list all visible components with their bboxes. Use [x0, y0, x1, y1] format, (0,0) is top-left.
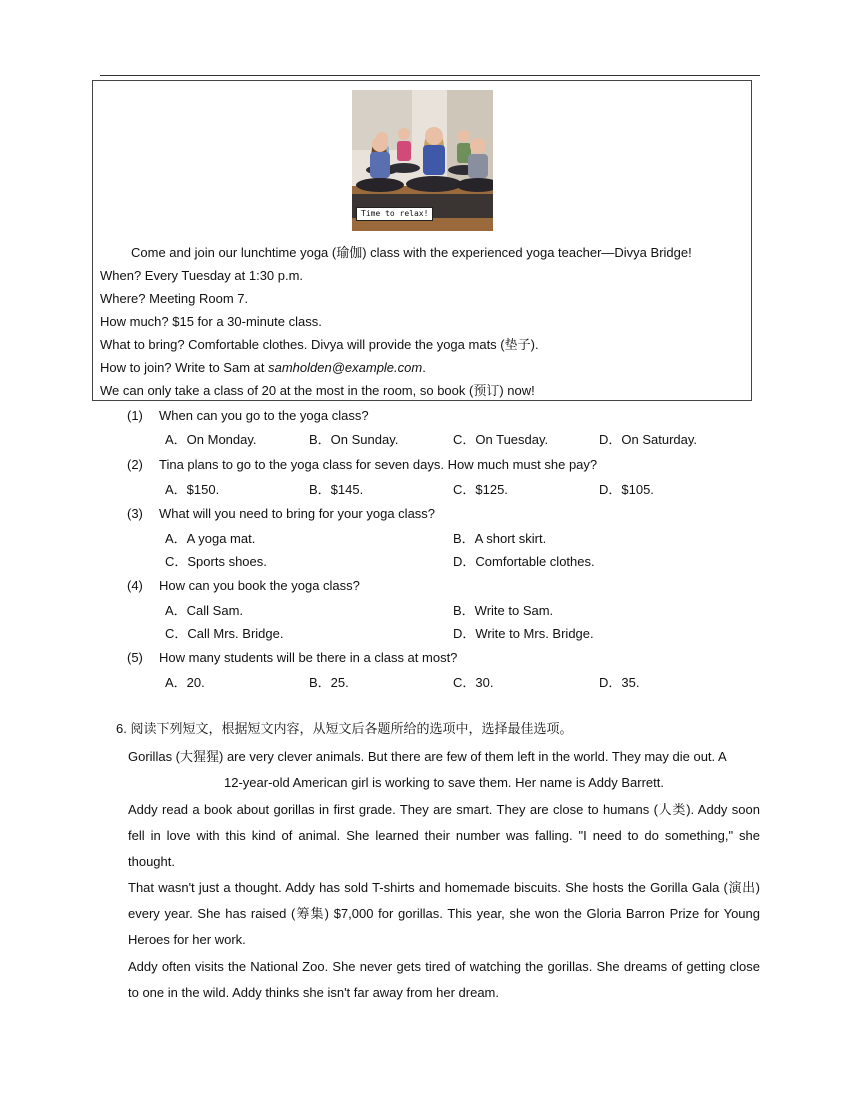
question-2-option-d[interactable]: D．$105.: [599, 482, 654, 497]
section-6-paragraph-1-line-2: 12-year-old American girl is working to save them. Her name is Addy Barrett.: [223, 775, 664, 790]
ad-how-to-join: [100, 359, 426, 377]
question-3-number: (3): [127, 506, 143, 521]
ad-email: samholden@example.com: [268, 360, 423, 375]
question-3-option-c[interactable]: C．Sports shoes.: [165, 554, 267, 569]
question-1-option-b[interactable]: B．On Sunday.: [309, 432, 399, 447]
question-3-option-a[interactable]: A．A yoga mat.: [165, 531, 256, 546]
question-2-option-a[interactable]: A．$150.: [165, 482, 220, 497]
question-3-option-d[interactable]: D．Comfortable clothes.: [453, 554, 595, 569]
question-4-number: (4): [127, 578, 143, 593]
question-2-option-b[interactable]: B．$145.: [309, 482, 364, 497]
question-2-text: Tina plans to go to the yoga class for seven days. How much must she pay?: [159, 457, 598, 472]
question-4-option-c[interactable]: C．Call Mrs. Bridge.: [165, 626, 284, 641]
question-5-text: How many students will be there in a class at most?: [159, 650, 458, 665]
header-rule: [100, 75, 760, 76]
question-4-option-d[interactable]: D．Write to Mrs. Bridge.: [453, 626, 594, 641]
question-5-option-d[interactable]: D．35.: [599, 675, 640, 690]
ad-how-to-join-suffix: .: [422, 360, 426, 375]
question-4-option-b[interactable]: B．Write to Sam.: [453, 603, 554, 618]
section-6-heading: 6. 阅读下列短文，根据短文内容，从短文后各题所给的选项中，选择最佳选项。: [116, 721, 573, 736]
question-2-number: (2): [127, 457, 143, 472]
question-1-number: (1): [127, 408, 143, 423]
question-2-option-c[interactable]: C．$125.: [453, 482, 508, 497]
question-5-option-c[interactable]: C．30.: [453, 675, 494, 690]
section-6-paragraph-1: [128, 744, 760, 796]
ad-when: When? Every Tuesday at 1:30 p.m.: [100, 268, 304, 283]
question-5-option-a[interactable]: A．20.: [165, 675, 205, 690]
ad-where: Where? Meeting Room 7.: [100, 291, 249, 306]
section-6-paragraph-2: Addy read a book about gorillas in first grade. They are smart. They are close to humans (人类). Addy soon fell in love with this kind of animal. She learned their number was falling. "I need to do something," she thought.: [128, 802, 760, 869]
ad-how-much: How much? $15 for a 30-minute class.: [100, 314, 322, 329]
question-1-option-c[interactable]: C．On Tuesday.: [453, 432, 549, 447]
question-1-option-d[interactable]: D．On Saturday.: [599, 432, 698, 447]
question-4-option-a[interactable]: A．Call Sam.: [165, 603, 244, 618]
question-4-text: How can you book the yoga class?: [159, 578, 360, 593]
ad-intro: Come and join our lunchtime yoga (瑜伽) class with the experienced yoga teacher—Divya Bridge!: [131, 245, 692, 260]
question-5-option-b[interactable]: B．25.: [309, 675, 349, 690]
section-6-paragraph-4: Addy often visits the National Zoo. She never gets tired of watching the gorillas. She dreams of getting close to one in the wild. Addy thinks she isn't far away from her dream.: [128, 959, 760, 1000]
question-1-text: When can you go to the yoga class?: [159, 408, 369, 423]
question-1-option-a[interactable]: A．On Monday.: [165, 432, 257, 447]
question-3-option-b[interactable]: B．A short skirt.: [453, 531, 547, 546]
photo-caption: Time to relax!: [356, 207, 433, 221]
question-3-text: What will you need to bring for your yoga class?: [159, 506, 436, 521]
section-6-paragraph-3: That wasn't just a thought. Addy has sold T-shirts and homemade biscuits. She hosts the Gorilla Gala (演出) every year. She has raised (筹集) $7,000 for gorillas. This year, she won the Gloria Barron Prize for Young Heroes for her work.: [128, 880, 760, 947]
section-6-paragraph-1-line-1: Gorillas (大猩猩) are very clever animals. But there are few of them left in the world. They may die out. A: [128, 749, 727, 764]
question-5-number: (5): [127, 650, 143, 665]
ad-capacity: We can only take a class of 20 at the most in the room, so book (预订) now!: [100, 383, 535, 398]
ad-how-to-join-prefix: How to join? Write to Sam at: [100, 360, 269, 375]
ad-what-to-bring: What to bring? Comfortable clothes. Divya will provide the yoga mats (垫子).: [100, 337, 539, 352]
